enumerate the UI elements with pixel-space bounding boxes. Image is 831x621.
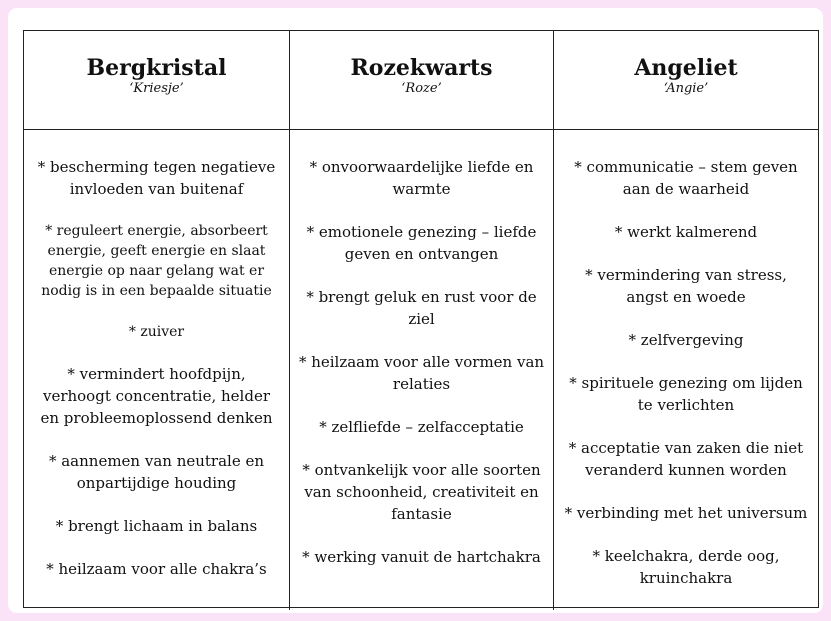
list-item: * heilzaam voor alle chakra’s xyxy=(46,560,267,578)
list-item: * zuiver xyxy=(128,324,185,340)
list-item: * keelchakra, derde oog, kruinchakra xyxy=(592,547,780,587)
list-item: * brengt lichaam in balans xyxy=(55,517,258,535)
list-item: * werkt kalmerend xyxy=(614,223,758,241)
header-angeliet xyxy=(554,31,818,130)
header-bergkristal xyxy=(24,31,289,130)
list-item: * verbinding met het universum xyxy=(564,504,808,522)
cell-bergkristal xyxy=(24,130,289,610)
column-nickname: ‘Angie’ xyxy=(663,81,709,96)
column-title: Rozekwarts xyxy=(350,55,493,81)
cell-rozekwarts xyxy=(289,130,554,610)
list-item: * heilzaam voor alle vormen van relaties xyxy=(298,353,545,393)
header-rozekwarts xyxy=(289,31,554,130)
list-item: * vermindering van stress, angst en woede xyxy=(585,266,787,306)
list-item: * vermindert hoofdpijn, verhoogt concentratie, helder en probleemoplossend denken xyxy=(40,365,273,427)
cell-angeliet xyxy=(554,130,818,610)
list-item: * zelfliefde – zelfacceptatie xyxy=(319,418,524,436)
list-item: * bescherming tegen negatieve invloeden van buitenaf xyxy=(37,158,276,198)
column-title: Angeliet xyxy=(634,55,738,81)
list-item: * emotionele genezing – liefde geven en ontvangen xyxy=(306,223,537,263)
column-nickname: ‘Kriesje’ xyxy=(129,81,184,96)
list-item: * spirituele genezing om lijden te verlichten xyxy=(569,374,803,414)
list-item: * zelfvergeving xyxy=(628,331,744,349)
list-item: * ontvankelijk voor alle soorten van schoonheid, creativiteit en fantasie xyxy=(302,461,541,523)
list-item: * acceptatie van zaken die niet veranderd kunnen worden xyxy=(568,439,804,479)
list-item: * brengt geluk en rust voor de ziel xyxy=(306,288,537,328)
list-item: * reguleert energie, absorbeert energie, geeft energie en slaat energie op naar gelang wat er nodig is in een bepaalde situatie xyxy=(41,223,272,299)
column-title: Bergkristal xyxy=(86,55,227,81)
list-item: * werking vanuit de hartchakra xyxy=(302,548,541,566)
column-nickname: ‘Roze’ xyxy=(401,81,442,96)
list-item: * onvoorwaardelijke liefde en warmte xyxy=(309,158,534,198)
page-card xyxy=(8,8,823,613)
crystal-table xyxy=(23,30,819,608)
list-item: * communicatie – stem geven aan de waarheid xyxy=(574,158,798,198)
list-item: * aannemen van neutrale en onpartijdige houding xyxy=(48,452,265,492)
